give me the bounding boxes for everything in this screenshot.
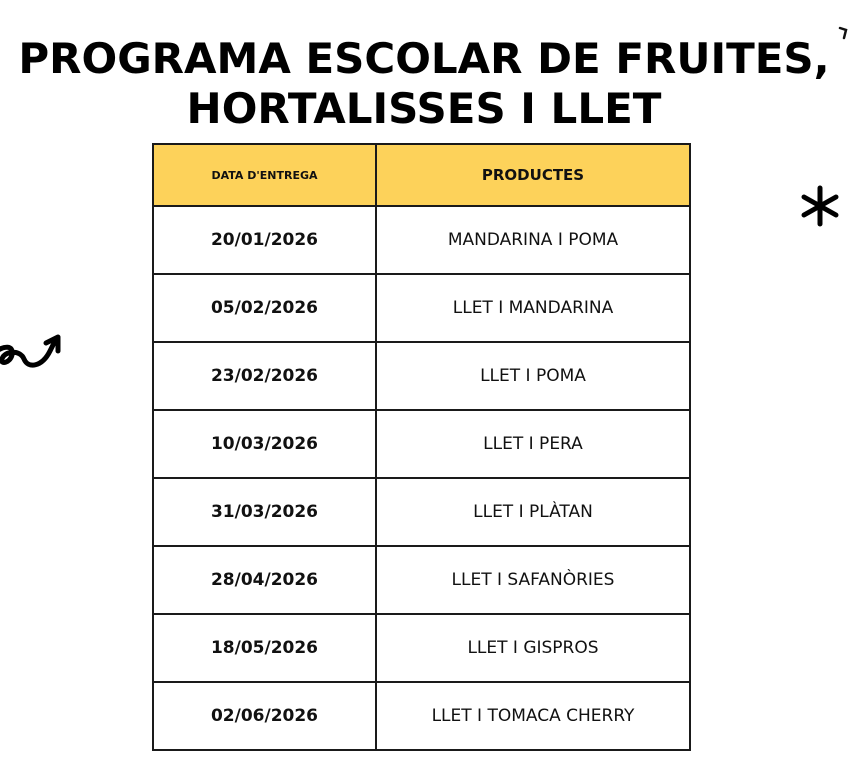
- products-cell: LLET I POMA: [376, 342, 690, 410]
- delivery-schedule-table: [152, 143, 691, 751]
- table-row: [153, 478, 690, 546]
- corner-mark-icon: [838, 26, 848, 40]
- table-row: [153, 614, 690, 682]
- date-cell: 05/02/2026: [153, 274, 376, 342]
- table-row: [153, 274, 690, 342]
- date-cell: 23/02/2026: [153, 342, 376, 410]
- products-cell: LLET I TOMACA CHERRY: [376, 682, 690, 750]
- date-cell: 10/03/2026: [153, 410, 376, 478]
- header-products: PRODUCTES: [376, 144, 690, 206]
- date-cell: 02/06/2026: [153, 682, 376, 750]
- table-row: [153, 342, 690, 410]
- table-row: [153, 410, 690, 478]
- products-cell: LLET I PERA: [376, 410, 690, 478]
- products-cell: LLET I GISPROS: [376, 614, 690, 682]
- table-header-row: [153, 144, 690, 206]
- table-row: [153, 206, 690, 274]
- date-cell: 31/03/2026: [153, 478, 376, 546]
- page-title-line-1: PROGRAMA ESCOLAR DE FRUITES,: [18, 34, 830, 83]
- header-date: DATA D'ENTREGA: [153, 144, 376, 206]
- table-row: [153, 682, 690, 750]
- products-cell: MANDARINA I POMA: [376, 206, 690, 274]
- products-cell: LLET I SAFANÒRIES: [376, 546, 690, 614]
- date-cell: 18/05/2026: [153, 614, 376, 682]
- page-title-line-2: HORTALISSES I LLET: [186, 84, 662, 133]
- products-cell: LLET I PLÀTAN: [376, 478, 690, 546]
- date-cell: 28/04/2026: [153, 546, 376, 614]
- date-cell: 20/01/2026: [153, 206, 376, 274]
- table-row: [153, 546, 690, 614]
- squiggle-icon: [0, 315, 70, 385]
- asterisk-icon: [796, 182, 844, 230]
- products-cell: LLET I MANDARINA: [376, 274, 690, 342]
